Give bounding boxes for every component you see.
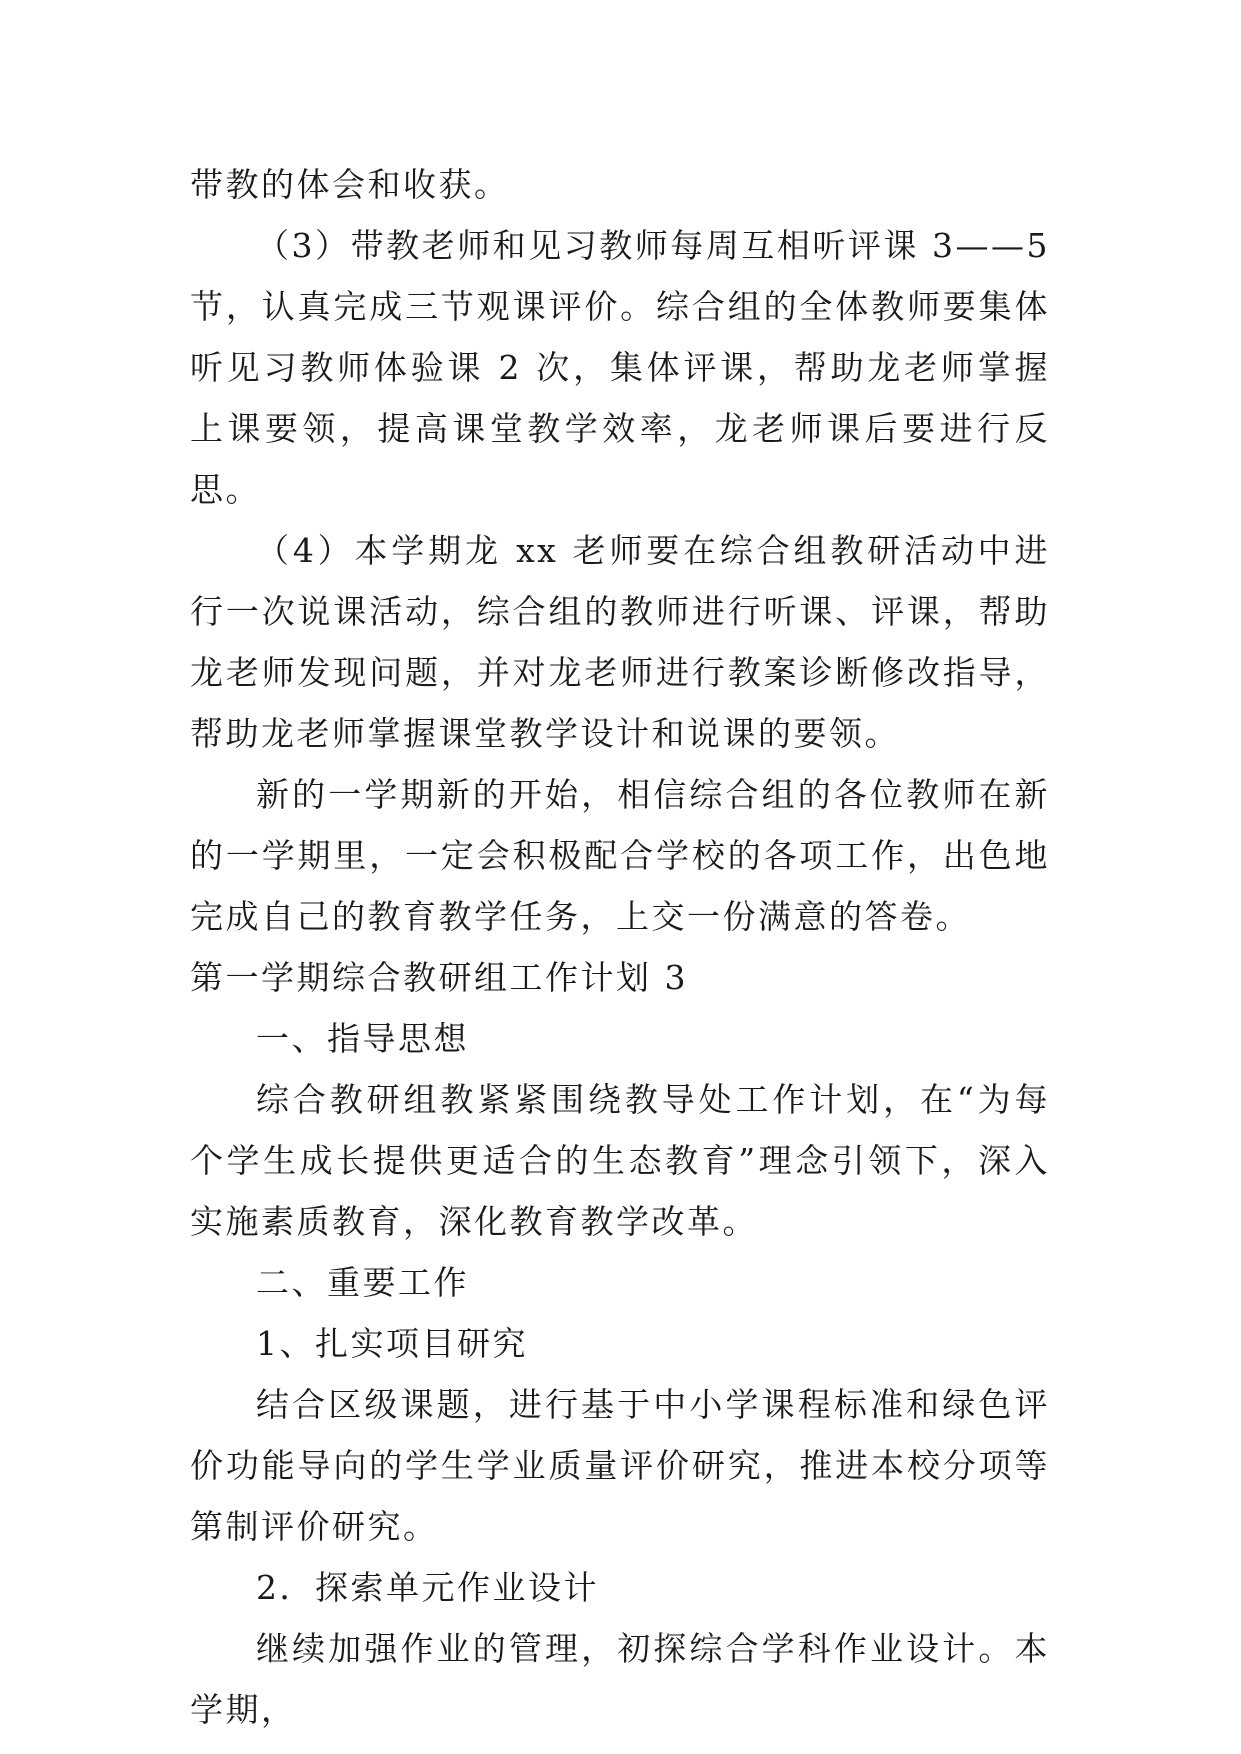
paragraph: 结合区级课题，进行基于中小学课程标准和绿色评价功能导向的学生学业质量评价研究，推进本校分项等第制评价研究。 xyxy=(190,1385,1050,1546)
section-title: 第一学期综合教研组工作计划 3 xyxy=(190,958,688,997)
paragraph: （3）带教老师和见习教师每周互相听评课 3——5 节，认真完成三节观课评价。综合组的全体教师要集体听见习教师体验课 2 次，集体评课，帮助龙老师掌握上课要领，提高课堂教学效率，龙老师课后要进行反思。 xyxy=(190,226,1050,509)
paragraph: 带教的体会和收获。 xyxy=(190,165,510,204)
heading-main-work: 二、重要工作 xyxy=(256,1263,469,1302)
paragraph: 继续加强作业的管理，初探综合学科作业设计。本学期， xyxy=(190,1629,1050,1729)
paragraph: 新的一学期新的开始，相信综合组的各位教师在新的一学期里，一定会积极配合学校的各项工作，出色地完成自己的教育教学任务，上交一份满意的答卷。 xyxy=(190,775,1050,936)
subheading-unit-homework: 2．探索单元作业设计 xyxy=(256,1568,599,1607)
document-body xyxy=(190,154,1050,1740)
paragraph: （4）本学期龙 xx 老师要在综合组教研活动中进行一次说课活动，综合组的教师进行听课、评课，帮助龙老师发现问题，并对龙老师进行教案诊断修改指导，帮助龙老师掌握课堂教学设计和说课的要领。 xyxy=(190,531,1050,753)
paragraph: 综合教研组教紧紧围绕教导处工作计划，在“为每个学生成长提供更适合的生态教育”理念引领下，深入实施素质教育，深化教育教学改革。 xyxy=(190,1080,1050,1241)
subheading-project-research: 1、扎实项目研究 xyxy=(256,1324,528,1363)
heading-guiding-ideology: 一、指导思想 xyxy=(256,1019,469,1058)
